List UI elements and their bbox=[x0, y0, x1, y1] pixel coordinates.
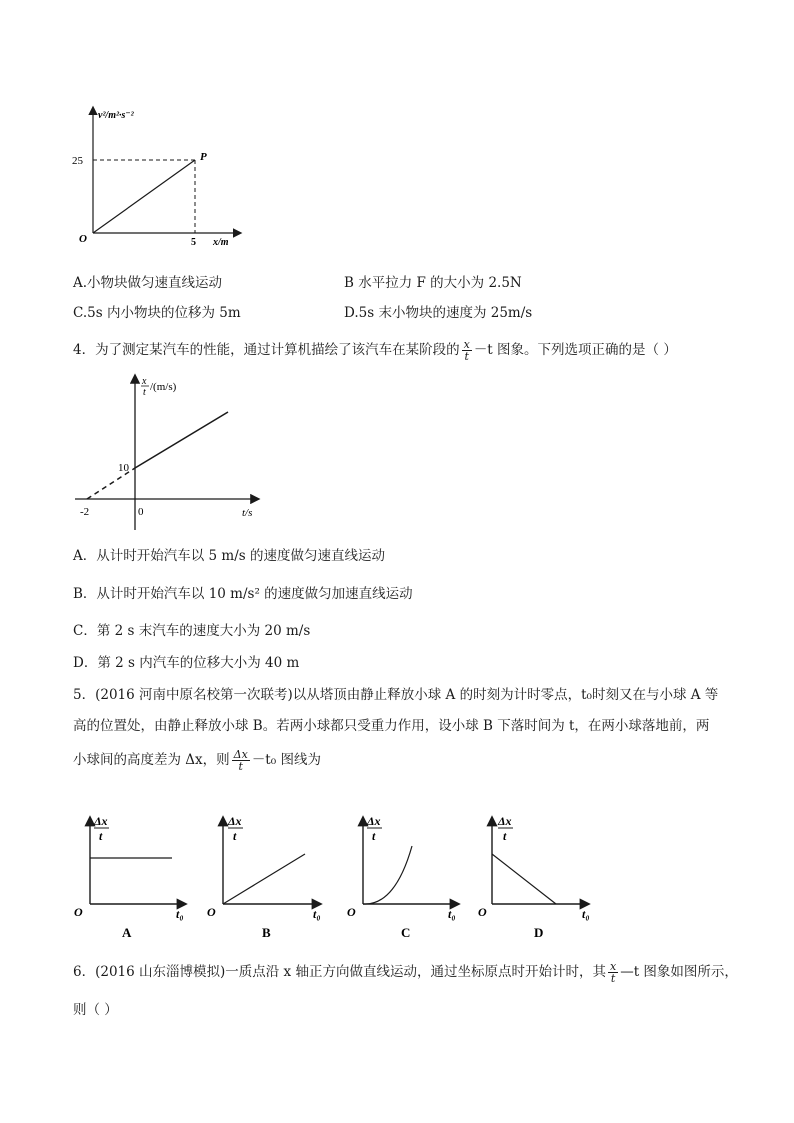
q5-line-1: 5．(2016 河南中原名校第一次联考)以从塔顶由静止释放小球 A 的时刻为计时零点，t₀时刻又在与小球 A 等 bbox=[73, 687, 719, 703]
point-p: P bbox=[200, 151, 207, 163]
y-tick-10: 10 bbox=[118, 462, 129, 474]
x-tick-5: 5 bbox=[191, 237, 196, 248]
q6-fraction bbox=[608, 961, 618, 984]
q5-graph-c bbox=[347, 814, 458, 940]
q5-line-3-post: －t₀ 图线为 bbox=[251, 752, 321, 768]
x-tick-neg2: -2 bbox=[80, 506, 90, 518]
y-label-den: t bbox=[233, 829, 237, 843]
q5-graph-d bbox=[478, 814, 590, 940]
y-tick-25: 25 bbox=[72, 155, 83, 167]
q5-line-3-pre: 小球间的高度差为 Δx，则 bbox=[73, 752, 230, 768]
q5-graph-a bbox=[74, 814, 185, 940]
x-axis-label: t₀ bbox=[582, 907, 590, 921]
origin-label: O bbox=[478, 905, 487, 919]
q4-stem-post: －t 图象。下列选项正确的是（ ） bbox=[473, 342, 677, 358]
graph-letter-c: C bbox=[401, 925, 411, 940]
graph-letter-d: D bbox=[534, 925, 544, 940]
q4-stem-pre: 4．为了测定某汽车的性能，通过计算机描绘了该汽车在某阶段的 bbox=[73, 342, 460, 358]
graph-v2-x bbox=[70, 100, 270, 250]
q6-line-2: 则（ ） bbox=[73, 1002, 118, 1018]
frac-num: Δx bbox=[233, 748, 248, 761]
x-axis-label: t₀ bbox=[176, 907, 184, 921]
y-label-num: Δx bbox=[228, 814, 242, 828]
origin-label: O bbox=[207, 905, 216, 919]
data-line bbox=[93, 160, 195, 233]
data-line bbox=[492, 854, 556, 904]
q5-fraction bbox=[232, 749, 250, 772]
q4-option-c: C．第 2 s 末汽车的速度大小为 20 m/s bbox=[73, 623, 311, 639]
frac-den: t bbox=[610, 972, 616, 985]
x-axis-label: t₀ bbox=[313, 907, 321, 921]
q3-option-c: C.5s 内小物块的位移为 5m bbox=[73, 305, 241, 321]
y-label-unit: /(m/s) bbox=[150, 381, 177, 393]
q5-graphs bbox=[70, 810, 610, 945]
y-label-num: Δx bbox=[94, 814, 108, 828]
q3-option-a: A.小物块做匀速直线运动 bbox=[73, 275, 223, 291]
q5-line-3 bbox=[73, 745, 321, 775]
y-label-num: x bbox=[142, 376, 147, 387]
origin-label: O bbox=[74, 905, 83, 919]
x-axis-label: x/m bbox=[213, 237, 229, 248]
x-tick-0: 0 bbox=[138, 506, 144, 518]
graph-q4-xt-t bbox=[70, 370, 270, 530]
frac-num: x bbox=[609, 960, 617, 973]
frac-num: x bbox=[463, 338, 470, 351]
q6-line-1 bbox=[73, 957, 738, 987]
y-label-num: Δx bbox=[367, 814, 381, 828]
y-label-den: t bbox=[99, 829, 103, 843]
frac-den: t bbox=[464, 350, 469, 363]
q4-stem-fraction bbox=[462, 339, 472, 362]
data-curve bbox=[363, 846, 412, 904]
x-axis-label: t/s bbox=[242, 507, 253, 519]
x-axis-label: t₀ bbox=[448, 907, 456, 921]
origin-label: O bbox=[79, 233, 87, 245]
q3-option-d: D.5s 末小物块的速度为 25m/s bbox=[344, 305, 533, 321]
y-label-den: t bbox=[503, 829, 507, 843]
q4-option-a: A．从计时开始汽车以 5 m/s 的速度做匀速直线运动 bbox=[73, 548, 385, 564]
y-label-den: t bbox=[143, 387, 146, 398]
data-line bbox=[223, 854, 305, 904]
origin-label: O bbox=[347, 905, 356, 919]
graph-letter-a: A bbox=[122, 925, 132, 940]
q5-graph-b bbox=[207, 814, 321, 940]
q3-option-b: B 水平拉力 F 的大小为 2.5N bbox=[344, 275, 522, 291]
q6-line-1-pre: 6．(2016 山东淄博模拟)一质点沿 x 轴正方向做直线运动，通过坐标原点时开始计时，其 bbox=[73, 964, 606, 980]
q5-line-2: 高的位置处，由静止释放小球 B。若两小球都只受重力作用，设小球 B 下落时间为 t，在两小球落地前，两 bbox=[73, 718, 710, 734]
frac-den: t bbox=[238, 760, 243, 773]
data-line bbox=[135, 412, 228, 468]
y-label-den: t bbox=[372, 829, 376, 843]
y-axis-label: v²/m²·s⁻² bbox=[98, 110, 134, 121]
q4-stem bbox=[73, 335, 677, 365]
q6-line-1-post: —t 图象如图所示， bbox=[620, 964, 738, 980]
q4-option-d: D．第 2 s 内汽车的位移大小为 40 m bbox=[73, 655, 300, 671]
graph-letter-b: B bbox=[262, 925, 271, 940]
q4-option-b: B．从计时开始汽车以 10 m/s² 的速度做匀加速直线运动 bbox=[73, 586, 413, 602]
y-label-num: Δx bbox=[498, 814, 512, 828]
